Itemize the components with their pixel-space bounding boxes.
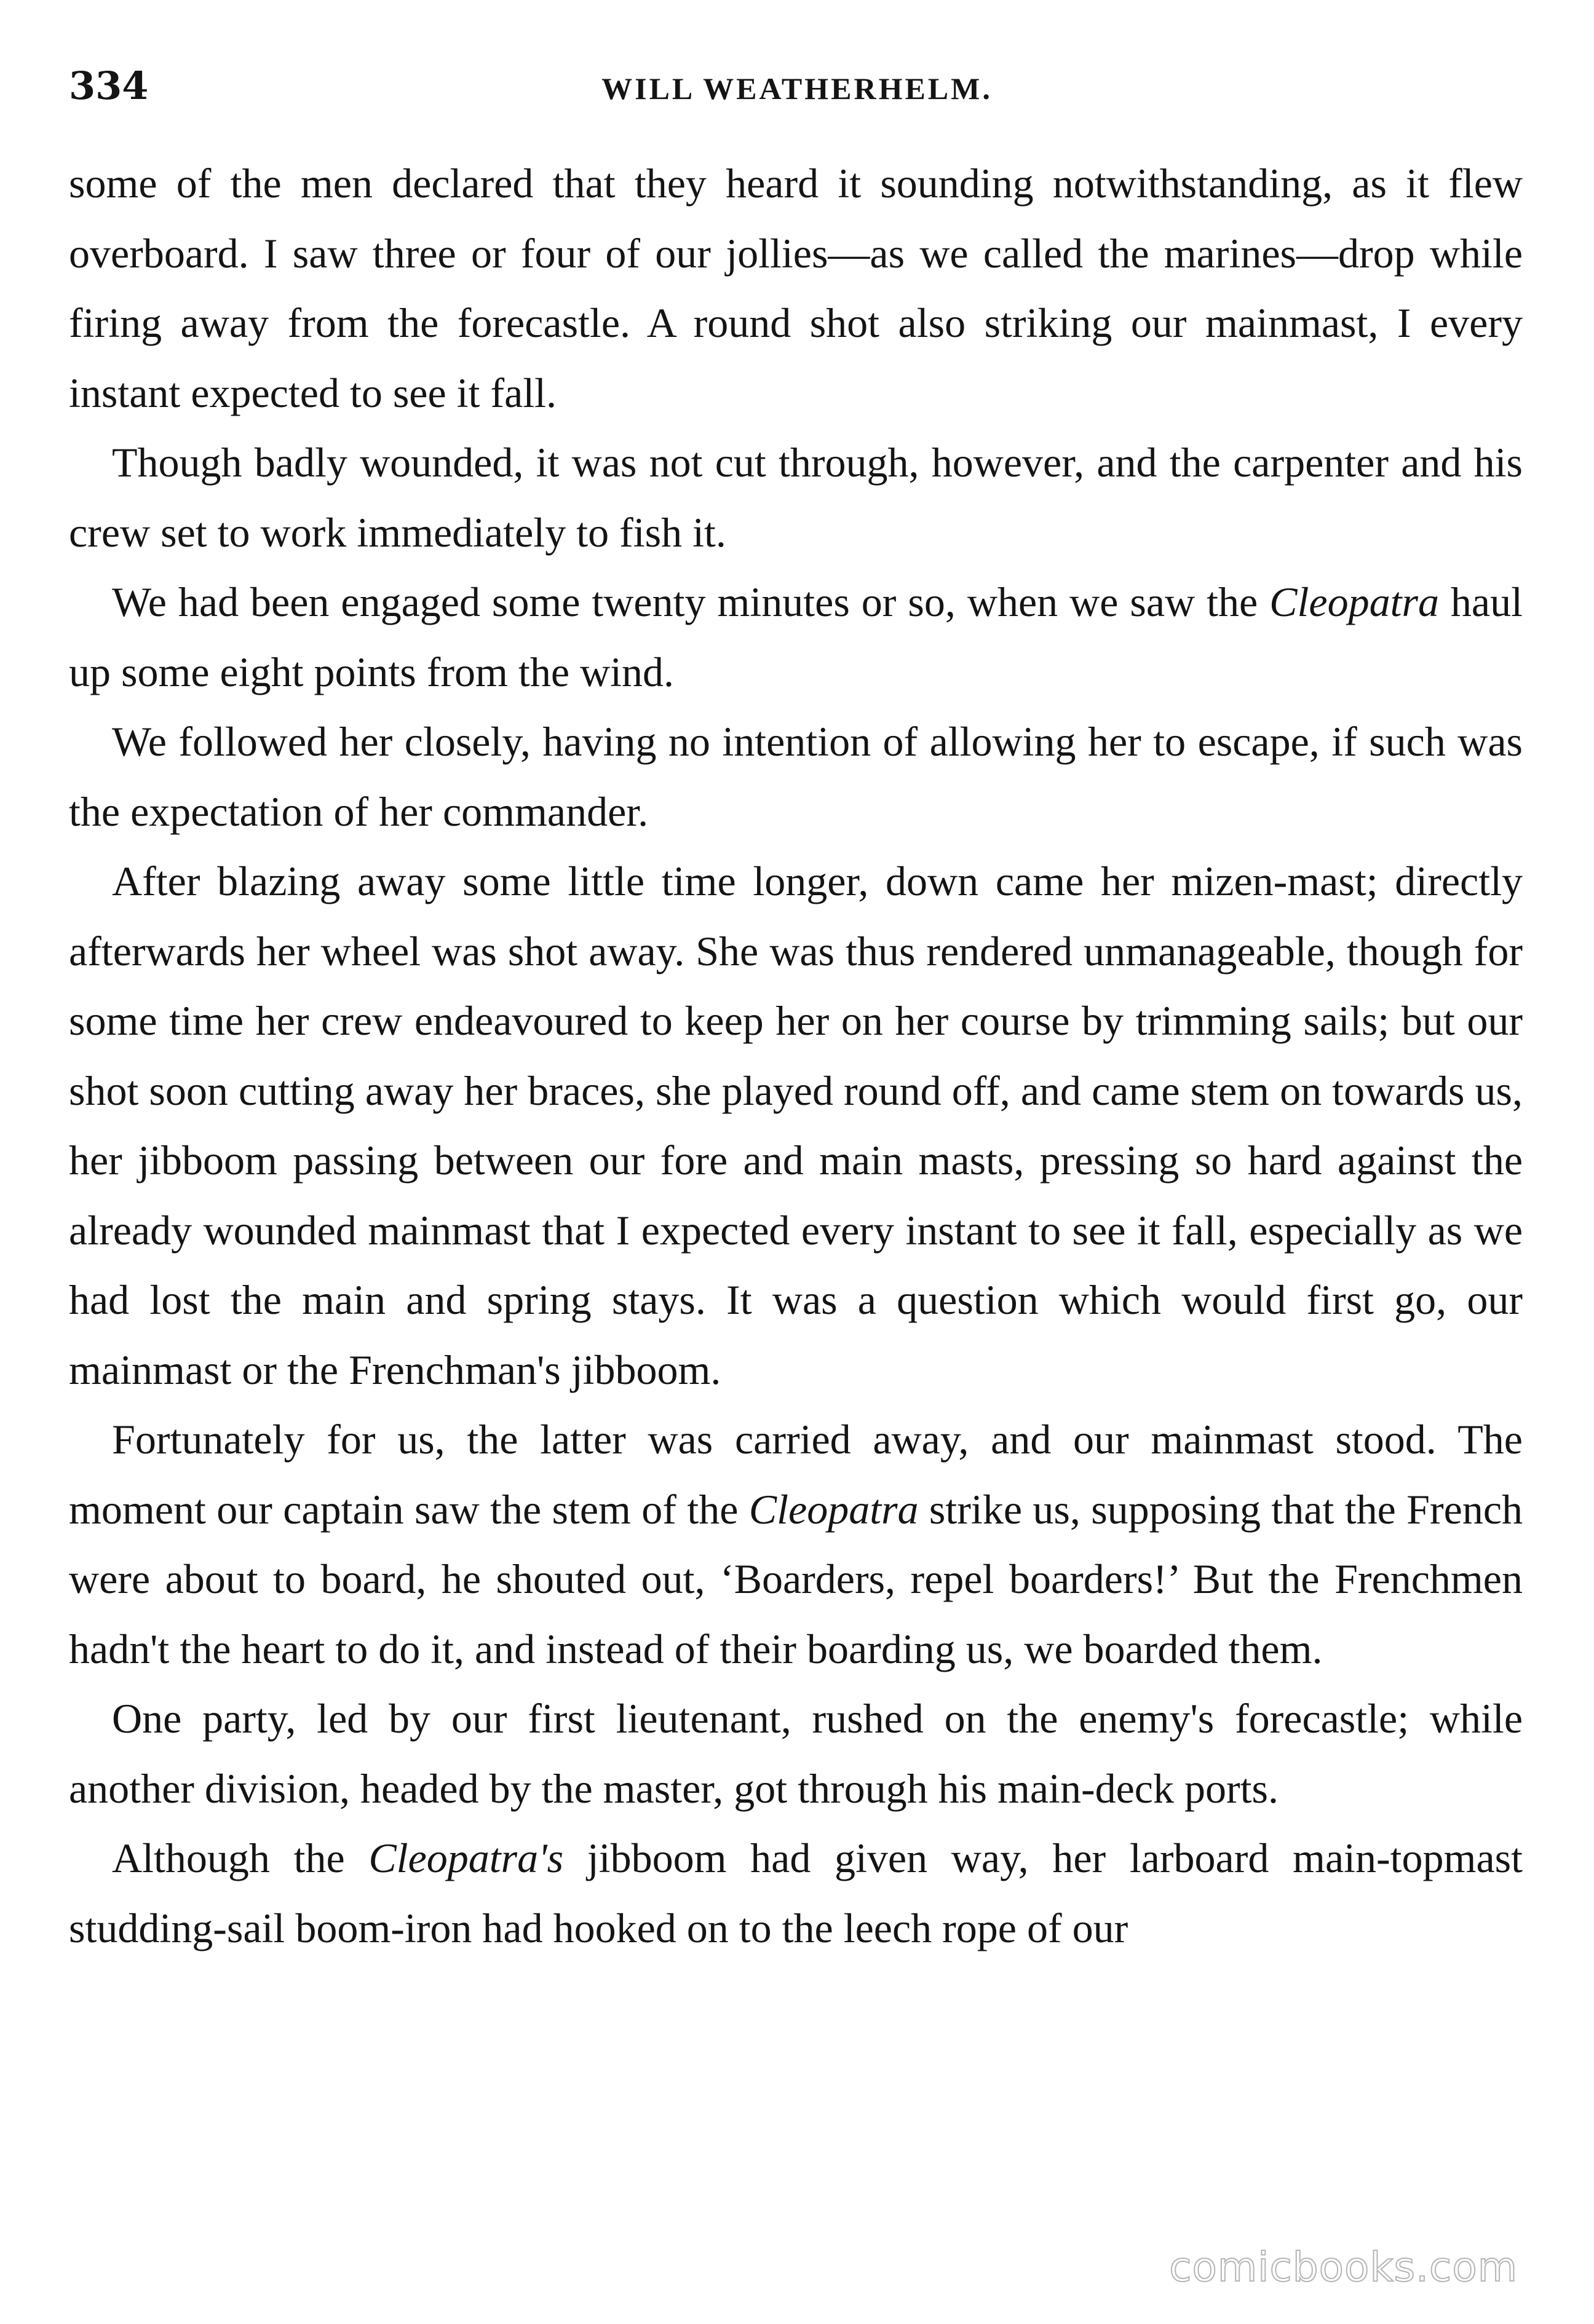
paragraph bbox=[69, 1405, 1523, 1684]
italic-ship-name: Cleopatra's bbox=[368, 1835, 564, 1881]
paragraph bbox=[69, 707, 1523, 847]
text-run: Fortunately for us, the latter was carried away, and our mainmast stood. The moment our captain saw the stem of the bbox=[69, 1416, 1523, 1533]
paragraph bbox=[69, 428, 1523, 567]
italic-ship-name: Cleopatra bbox=[1269, 579, 1439, 625]
running-title: WILL WEATHERHELM. bbox=[601, 71, 993, 106]
text-run: After blazing away some little time longer, down came her mizen-mast; directly afterwards her wheel was shot away. She was thus rendered unmanageable, though for some time her crew endeavoured to keep her on her course by trimming sails; but our shot soon cutting away her braces, she played round off, and came stem on towards us, her jibboom passing between our fore and main masts, pressing so hard against the already wounded mainmast that I expected every instant to see it fall, especially as we had lost the main and spring stays. It was a question which would first go, our mainmast or the Frenchman's jibboom. bbox=[69, 858, 1523, 1393]
text-run: We followed her closely, having no intention of allowing her to escape, if such was the expectation of her commander. bbox=[69, 718, 1523, 835]
italic-ship-name: Cleopatra bbox=[748, 1485, 919, 1533]
paragraph bbox=[69, 1684, 1523, 1824]
text-run: some of the men declared that they heard it sounding notwithstanding, as it flew overboard. I saw three or four of our jollies—as we called the marines—drop while firing away from the forecastle. A round shot also striking our mainmast, I every instant expected to see it fall. bbox=[69, 160, 1523, 416]
paragraph bbox=[69, 1824, 1523, 1963]
text-run: One party, led by our first lieutenant, rushed on the enemy's forecastle; while another division, headed by the master, got through his main-deck ports. bbox=[69, 1695, 1523, 1812]
paragraph bbox=[69, 567, 1523, 707]
body-text bbox=[69, 149, 1523, 1963]
text-run: We had been engaged some twenty minutes or so, when we saw the bbox=[112, 579, 1270, 625]
text-run: jibboom had given way, her larboard main-topmast studding-sail boom-iron had hooked on to the leech rope of our bbox=[69, 1835, 1523, 1951]
paragraph bbox=[69, 149, 1523, 428]
watermark: comicbooks.com bbox=[1169, 2243, 1518, 2291]
text-run: haul up some eight points from the wind. bbox=[69, 579, 1523, 695]
running-head bbox=[69, 61, 1525, 111]
text-run: Although the bbox=[112, 1835, 369, 1881]
paragraph bbox=[69, 847, 1523, 1405]
text-run: Though badly wounded, it was not cut through, however, and the carpenter and his crew set to work immediately to fish it. bbox=[69, 439, 1523, 556]
page-number: 334 bbox=[69, 63, 149, 108]
text-run: strike us, supposing that the French were about to board, he shouted out, ‘Boarders, repel boarders!’ But the Frenchmen hadn't the heart to do it, and instead of their boarding us, we boarded them. bbox=[69, 1485, 1523, 1672]
